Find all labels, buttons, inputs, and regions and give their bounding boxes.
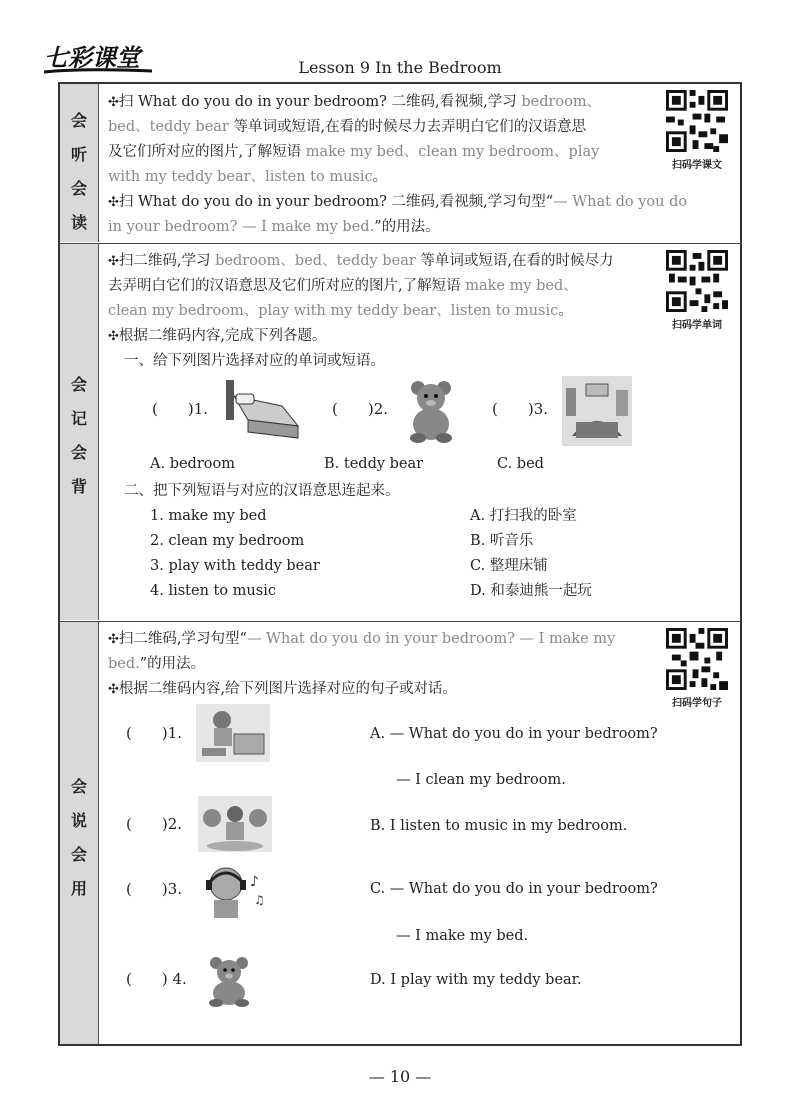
section-divider — [58, 621, 742, 622]
lesson-title: Lesson 9 In the Bedroom — [298, 58, 502, 77]
label-char: 用 — [70, 879, 87, 898]
answer-blank-3[interactable]: ( )3. — [492, 400, 549, 418]
match-right-d[interactable]: D. 和泰迪熊一起玩 — [470, 583, 592, 599]
instruction-text: 根据二维码内容,给下列图片选择对应的句子或对话。 — [118, 681, 458, 697]
section-label-remember-recite — [60, 244, 99, 620]
sentence-pattern-text: bed. — [108, 656, 140, 672]
bullet-icon: ✣ — [108, 329, 119, 344]
label-char: 说 — [70, 811, 87, 830]
label-char: 会 — [70, 111, 87, 130]
cleaning-room-picture — [196, 704, 270, 762]
label-char: 会 — [70, 375, 87, 394]
vocab-text: bed、teddy bear — [108, 119, 229, 135]
text: 。 — [558, 303, 573, 319]
answer-blank-1[interactable]: ( )1. — [126, 724, 183, 742]
section1-paragraph — [108, 90, 687, 240]
page-number: — 10 — — [368, 1067, 432, 1086]
section-label-speak-use — [60, 622, 99, 1044]
svg-text:♪: ♪ — [250, 874, 259, 890]
vocab-text: make my bed、 — [465, 278, 578, 294]
answer-option-c-reply: — I make my bed. — [396, 928, 529, 944]
vocab-text: bedroom、 — [521, 94, 602, 110]
answer-blank-4[interactable]: ( ) 4. — [126, 970, 187, 988]
match-left-1[interactable]: 1. make my bed — [150, 508, 267, 524]
match-right-c[interactable]: C. 整理床铺 — [470, 558, 548, 574]
match-right-a[interactable]: A. 打扫我的卧室 — [470, 508, 577, 524]
section2-intro — [108, 249, 614, 374]
label-char: 会 — [70, 443, 87, 462]
text: 及它们所对应的图片,了解短语 — [108, 144, 306, 160]
vocab-text: with my teddy bear、listen to music — [108, 169, 373, 185]
vocab-text: clean my bedroom、play with my teddy bear、listen to music — [108, 303, 559, 319]
section-label-listen-read — [60, 84, 99, 242]
label-char: 记 — [70, 409, 87, 428]
vocab-text: make my bed、clean my bedroom、play — [305, 144, 600, 160]
answer-blank-1[interactable]: ( )1. — [152, 400, 209, 418]
qr-code-sentences[interactable] — [666, 628, 737, 709]
sentence-pattern-text: — What do you do — [553, 194, 688, 210]
label-char: 会 — [70, 179, 87, 198]
match-left-3[interactable]: 3. play with teddy bear — [150, 558, 320, 574]
answer-option-a-reply: — I clean my bedroom. — [396, 772, 566, 788]
answer-blank-2[interactable]: ( )2. — [332, 400, 389, 418]
qr-code-icon — [666, 628, 728, 690]
option-c: C. bed — [497, 456, 544, 472]
sentence-pattern-text: in your bedroom? — I make my bed. — [108, 219, 375, 235]
section3-intro — [108, 627, 615, 702]
answer-option-d: D. I play with my teddy bear. — [370, 972, 582, 988]
text: 。 — [372, 169, 388, 185]
bullet-icon: ✣ — [108, 682, 119, 697]
text: 去弄明白它们的汉语意思及它们所对应的图片,了解短语 — [108, 278, 466, 294]
bed-picture — [222, 376, 302, 446]
listening-music-picture — [198, 862, 264, 920]
qr-caption: 扫码学句子 — [672, 698, 722, 709]
label-char: 读 — [70, 213, 87, 232]
answer-option-c: C. — What do you do in your bedroom? — [370, 881, 658, 897]
text: 扫 What do you do in your bedroom? 二维码,看视频,学习句型“ — [118, 194, 554, 210]
svg-text:♫: ♫ — [254, 893, 264, 907]
text: 等单词或短语,在看的时候尽力去弄明白它们的汉语意思 — [228, 119, 587, 135]
match-left-2[interactable]: 2. clean my bedroom — [150, 533, 305, 549]
text: ”的用法。 — [139, 656, 206, 672]
qr-caption: 扫码学单词 — [672, 320, 722, 331]
qr-code-words[interactable] — [666, 250, 737, 331]
text: 扫 What do you do in your bedroom? 二维码,看视频,学习 — [118, 94, 522, 110]
logo-text: 七彩课堂 — [44, 44, 140, 72]
text: ”的用法。 — [374, 219, 440, 235]
label-char: 听 — [70, 145, 87, 164]
label-char: 背 — [70, 477, 87, 496]
option-b: B. teddy bear — [324, 456, 424, 472]
answer-blank-2[interactable]: ( )2. — [126, 815, 183, 833]
teddy-bear-picture — [404, 378, 458, 444]
qr-code-icon — [666, 250, 728, 312]
part2-title: 二、把下列短语与对应的汉语意思连起来。 — [124, 483, 400, 499]
bedroom-picture — [562, 376, 632, 446]
bullet-icon: ✣ — [108, 95, 119, 110]
vocab-text: bedroom、bed、teddy bear — [215, 253, 416, 269]
section-divider — [58, 243, 742, 244]
answer-option-a: A. — What do you do in your bedroom? — [370, 726, 658, 742]
text: 扫二维码,学习句型“ — [118, 631, 247, 647]
option-a: A. bedroom — [150, 456, 235, 472]
playing-with-teddy-picture — [198, 796, 272, 852]
instruction-text: 根据二维码内容,完成下列各题。 — [118, 328, 327, 344]
teddy-bear-picture — [204, 955, 254, 1007]
answer-blank-3[interactable]: ( )3. — [126, 880, 183, 898]
answer-option-b: B. I listen to music in my bedroom. — [370, 818, 628, 834]
part1-title: 一、给下列图片选择对应的单词或短语。 — [124, 353, 385, 369]
match-left-4[interactable]: 4. listen to music — [150, 583, 276, 599]
bullet-icon: ✣ — [108, 254, 119, 269]
text: 等单词或短语,在看的时候尽力 — [415, 253, 614, 269]
label-char: 会 — [70, 777, 87, 796]
qr-caption: 扫码学课文 — [672, 160, 722, 171]
bullet-icon: ✣ — [108, 195, 119, 210]
sentence-pattern-text: — What do you do in your bedroom? — I make my — [246, 631, 616, 647]
text: 扫二维码,学习 — [118, 253, 216, 269]
label-char: 会 — [70, 845, 87, 864]
match-right-b[interactable]: B. 听音乐 — [470, 533, 534, 549]
bullet-icon: ✣ — [108, 632, 119, 647]
